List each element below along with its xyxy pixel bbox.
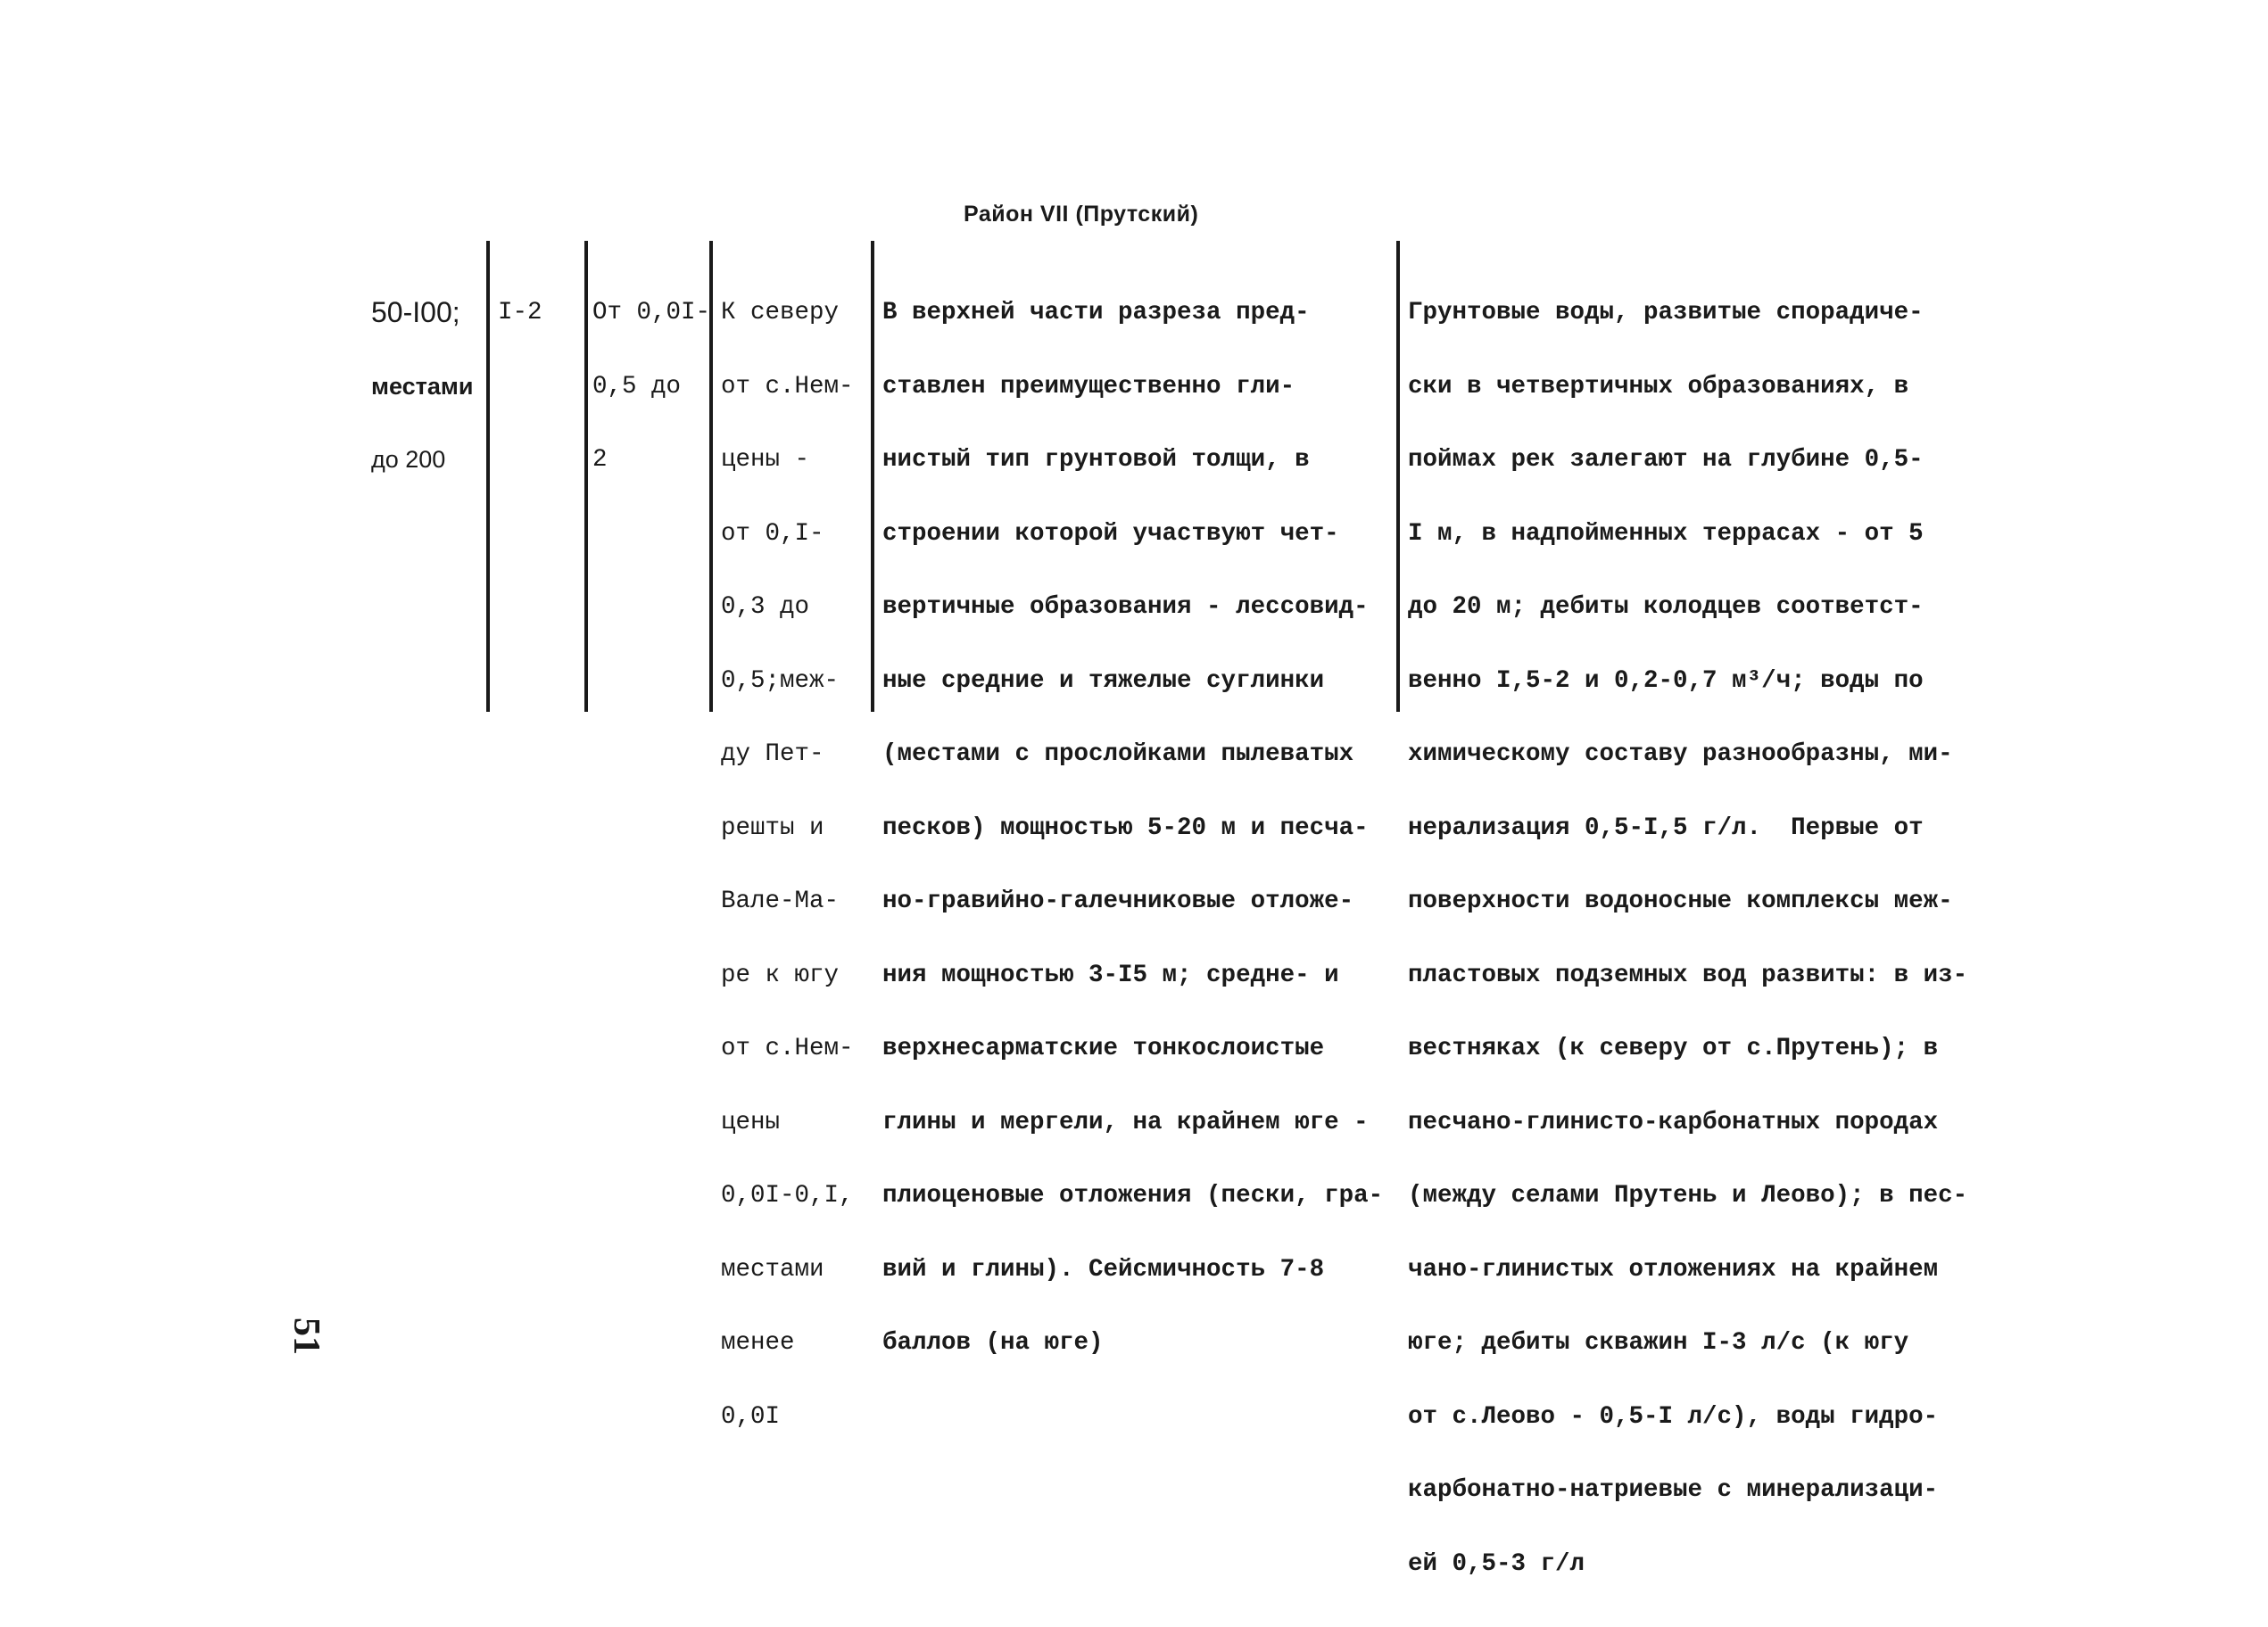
text-line: местами (371, 372, 474, 400)
text-line: (местами с прослойками пылеватых (882, 740, 1354, 768)
text-line: поверхности водоносные комплексы меж- (1408, 888, 1953, 915)
column-divider (871, 241, 874, 712)
text-line: 50-I00; (371, 296, 460, 328)
text-line: верхнесарматские тонкослоистые (882, 1035, 1325, 1062)
cell-thickness (371, 252, 473, 522)
text-line: ски в четвертичных образованиях, в (1408, 372, 1909, 401)
cell-geology-description (882, 252, 1383, 1405)
text-line: от с.Нем- (721, 1035, 854, 1062)
text-line: нерализация 0,5-I,5 г/л. Первые от (1408, 814, 1924, 842)
text-line: песков) мощностью 5-20 м и песча- (882, 814, 1369, 842)
text-line: От 0,0I- (592, 299, 711, 326)
text-line: 0,3 до (721, 593, 810, 621)
text-line: от с.Леово - 0,5-I л/с), воды гидро- (1408, 1402, 1939, 1431)
text-line: 0,0I-0,I, (721, 1182, 854, 1210)
text-line: ду Пет- (721, 740, 824, 768)
text-line: менее (721, 1329, 795, 1357)
text-line: глины и мергели, на крайнем юге - (882, 1108, 1369, 1136)
page-number: 51 (286, 1317, 327, 1355)
text-line: цены - (721, 446, 810, 474)
text-line: плиоценовые отложения (пески, гра- (882, 1182, 1384, 1210)
text-line: чано-глинистых отложениях на крайнем (1408, 1255, 1939, 1284)
text-line: венно I,5-2 и 0,2-0,7 м³/ч; воды по (1408, 666, 1924, 695)
text-line: ния мощностью 3-I5 м; средне- и (882, 961, 1339, 989)
cell-depth (498, 252, 557, 375)
text-line: но-гравийно-галечниковые отложе- (882, 888, 1354, 915)
text-line: 0,5;меж- (721, 666, 840, 695)
text-line: ей 0,5-3 г/л (1408, 1549, 1585, 1578)
text-line: вертичные образования - лессовид- (882, 593, 1369, 621)
column-divider (584, 241, 588, 712)
text-line: цены (721, 1108, 781, 1136)
column-divider (486, 241, 490, 712)
text-line: баллов (на юге) (882, 1329, 1104, 1357)
text-line: К северу (721, 299, 840, 326)
text-line: ре к югу (721, 961, 840, 989)
text-line: вий и глины). Сейсмичность 7-8 (882, 1255, 1325, 1284)
text-line: ставлен преимущественно гли- (882, 372, 1295, 401)
text-line: ные средние и тяжелые суглинки (882, 666, 1325, 695)
region-heading: Район VII (Прутский) (964, 202, 1199, 227)
text-line: 0,5 до (592, 372, 682, 401)
text-line: песчано-глинисто-карбонатных породах (1408, 1108, 1939, 1136)
text-line: от 0,I- (721, 519, 824, 548)
text-line: I м, в надпойменных террасах - от 5 (1408, 519, 1924, 548)
text-line: юге; дебиты скважин I-3 л/с (к югу (1408, 1329, 1909, 1357)
text-line: до 20 м; дебиты колодцев соответст- (1408, 593, 1924, 621)
text-line: В верхней части разреза пред- (882, 299, 1310, 326)
text-line: 0,0I (721, 1402, 781, 1431)
text-line: I-2 (498, 299, 542, 326)
text-line: карбонатно-натриевые с минерализаци- (1408, 1476, 1939, 1504)
text-line: пластовых подземных вод развиты: в из- (1408, 961, 1968, 989)
cell-location-values (721, 252, 854, 1478)
cell-groundwater-description (1408, 252, 1967, 1625)
text-line: вестняках (к северу от с.Прутень); в (1408, 1035, 1939, 1062)
text-line: поймах рек залегают на глубине 0,5- (1408, 446, 1924, 474)
column-divider (1396, 241, 1400, 712)
text-line: строении которой участвуют чет- (882, 519, 1339, 548)
text-line: Вале-Ма- (721, 888, 840, 915)
text-line: химическому составу разнообразны, ми- (1408, 740, 1953, 768)
text-line: Грунтовые воды, развитые спорадиче- (1408, 299, 1924, 326)
text-line: решты и (721, 814, 824, 842)
cell-depth-range (592, 252, 710, 522)
text-line: местами (721, 1255, 824, 1284)
text-line: до 200 (371, 446, 446, 473)
text-line: нистый тип грунтовой толщи, в (882, 446, 1310, 474)
text-line: от с.Нем- (721, 372, 854, 401)
text-line: (между селами Прутень и Леово); в пес- (1408, 1182, 1968, 1210)
text-line: 2 (592, 446, 608, 474)
